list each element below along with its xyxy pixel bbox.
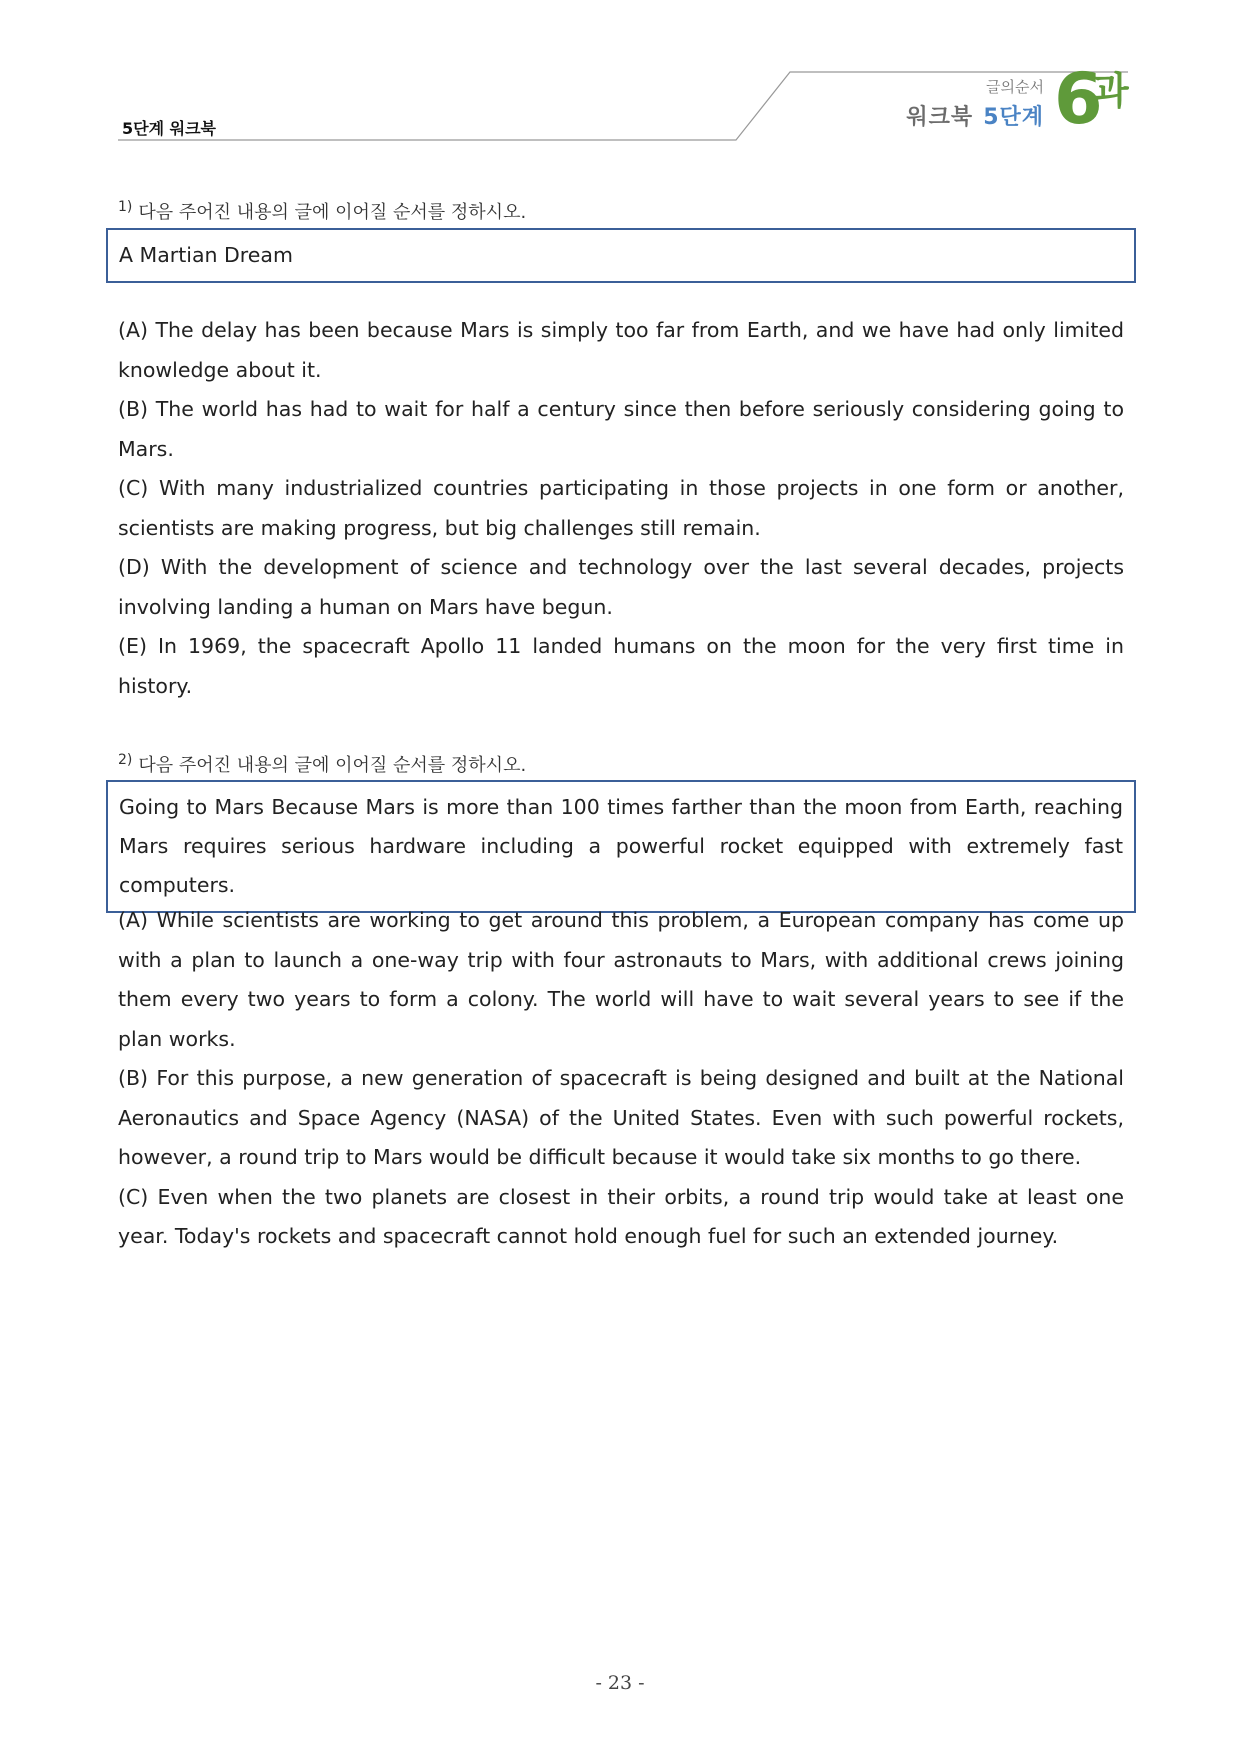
header-left-label: 5단계 워크북	[122, 119, 216, 138]
given-text: Going to Mars Because Mars is more than 100 times farther than the moon from Earth, reaching Mars requires serious hardware including a powerful rocket equipped with extremely fast computers.	[119, 795, 1123, 897]
lesson-suffix: 과	[1092, 69, 1129, 113]
paragraph-a: (A) The delay has been because Mars is simply too far from Earth, and we have had only limited knowledge about it.	[118, 318, 1124, 382]
page-number: - 23 -	[595, 1672, 645, 1694]
instruction-text: 다음 주어진 내용의 글에 이어질 순서를 정하시오.	[138, 202, 527, 223]
question-1-instruction	[118, 198, 526, 224]
paragraph-e: (E) In 1969, the spacecraft Apollo 11 landed humans on the moon for the very first time in history.	[118, 634, 1124, 698]
paragraph-d: (D) With the development of science and technology over the last several decades, projects involving landing a human on Mars have begun.	[118, 555, 1124, 619]
header-small-title: 글의순서	[986, 78, 1044, 96]
paragraph-b: (B) The world has had to wait for half a century since then before seriously considering going to Mars.	[118, 397, 1124, 461]
header-level: 5단계	[983, 105, 1044, 130]
header-main-title	[906, 100, 1044, 131]
paragraph-c: (C) Even when the two planets are closest in their orbits, a round trip would take at least one year. Today's rockets and spacecraft cannot hold enough fuel for such an extended journey.	[118, 1184, 1124, 1248]
question-2-paragraphs	[118, 901, 1124, 1257]
paragraph-b: (B) For this purpose, a new generation of spacecraft is being designed and built at the National Aeronautics and Space Agency (NASA) of the United States. Even with such powerful rockets, however, a round trip to Mars would be difficult because it would take six months to go there.	[118, 1066, 1124, 1169]
instruction-text: 다음 주어진 내용의 글에 이어질 순서를 정하시오.	[138, 755, 527, 776]
question-1-given-box	[106, 228, 1136, 283]
question-number: 1)	[118, 199, 133, 215]
paragraph-c: (C) With many industrialized countries participating in those projects in one form or another, scientists are making progress, but big challenges still remain.	[118, 476, 1124, 540]
header-main-prefix: 워크북	[906, 105, 974, 130]
lesson-number: 6	[1054, 58, 1103, 140]
question-number: 2)	[118, 752, 133, 768]
question-1-paragraphs	[118, 311, 1124, 706]
given-text: A Martian Dream	[119, 243, 293, 267]
question-2-instruction	[118, 751, 526, 777]
paragraph-a: (A) While scientists are working to get around this problem, a European company has come up with a plan to launch a one-way trip with four astronauts to Mars, with additional crews joining them every two years to form a colony. The world will have to wait several years to see if the plan works.	[118, 908, 1124, 1051]
question-2-given-box	[106, 780, 1136, 913]
